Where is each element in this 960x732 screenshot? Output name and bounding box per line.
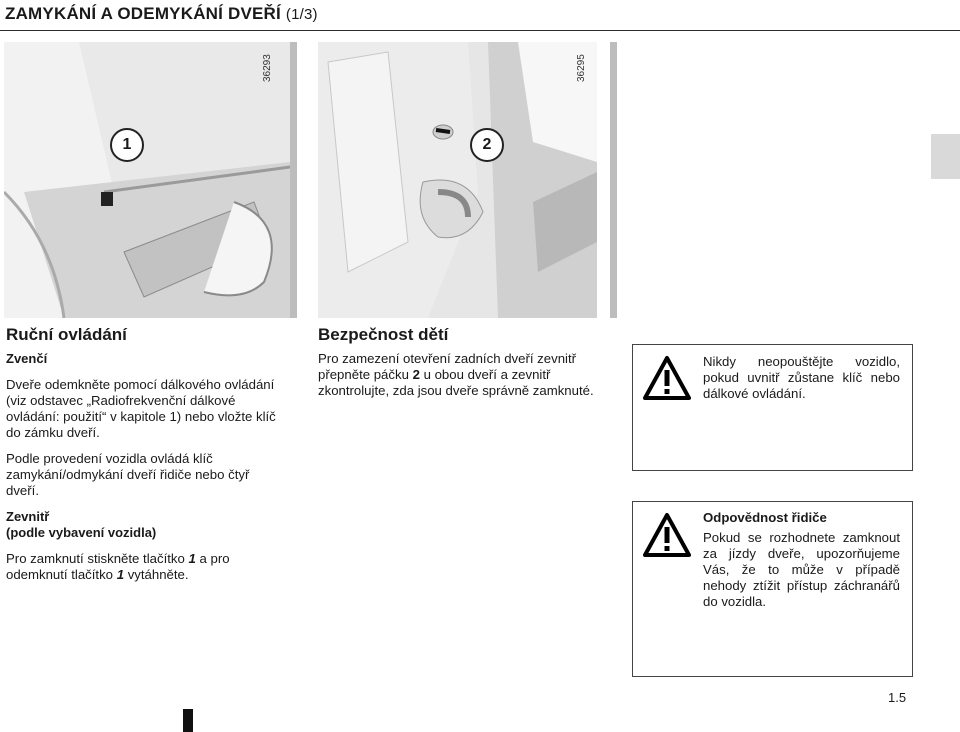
outside-heading: Zvenčí — [6, 351, 48, 366]
warning-content — [703, 510, 900, 610]
section-heading: Bezpečnost dětí — [318, 325, 449, 344]
warning-triangle-icon — [643, 355, 691, 401]
text: a pro odemknutí tlačítko — [6, 551, 230, 582]
page-number: 1.5 — [888, 690, 907, 705]
warning-text: Nikdy neopouštějte vozidlo, pokud uvnitř zůstane klíč nebo dálkové ovládání. — [703, 354, 900, 401]
text: vytáhněte. — [124, 567, 189, 582]
chapter-tab — [931, 134, 960, 179]
page-title — [5, 4, 318, 24]
figure-child-lock — [318, 42, 597, 318]
inside-heading: Zevnitř — [6, 509, 50, 524]
text: u obou dveří a zevnitř zkontrolujte, zda jsou dveře správně zamknuté. — [318, 367, 594, 398]
figure-divider — [610, 42, 617, 318]
child-safety-section — [318, 325, 596, 399]
warning-triangle-icon — [643, 512, 691, 558]
reference-number: 1 — [116, 567, 125, 582]
paragraph: Dveře odemkněte pomocí dálkového ovládání (viz odstavec „Radiofrekvenční dálkové ovládání: použití“ v kapitole 1) nebo vložte klíč do zámku dveří. — [6, 377, 276, 440]
section-heading: Ruční ovládání — [6, 325, 127, 344]
header-rule — [0, 30, 960, 31]
print-marker — [183, 709, 193, 732]
figure-divider — [290, 42, 297, 318]
page-title-text: ZAMYKÁNÍ A ODEMYKÁNÍ DVEŘÍ — [5, 4, 281, 23]
warning-text: Pokud se rozhodnete zamknout za jízdy dveře, upozorňujeme Vás, že to může v případě nehody ztížit přístup záchranářů do vozidla. — [703, 530, 900, 609]
warning-box — [632, 501, 913, 677]
paragraph — [318, 351, 596, 399]
page-title-index: (1/3) — [285, 6, 318, 23]
door-illustration-1 — [4, 42, 290, 318]
reference-number: 2 — [412, 367, 420, 382]
figure-code: 36293 — [262, 54, 273, 82]
paragraph — [6, 551, 282, 583]
callout-1: 1 — [110, 128, 144, 162]
reference-number: 1 — [188, 551, 196, 566]
text: Pro zamknutí stiskněte tlačítko — [6, 551, 189, 566]
warning-box — [632, 344, 913, 471]
inside-subheading: (podle vybavení vozidla) — [6, 525, 157, 540]
callout-2: 2 — [470, 128, 504, 162]
text: Pro zamezení otevření zadních dveří zevnitř přepněte páčku — [318, 351, 577, 382]
manual-operation-section — [6, 325, 282, 583]
figure-door-lock-button — [4, 42, 290, 318]
door-illustration-2 — [318, 42, 597, 318]
paragraph: Podle provedení vozidla ovládá klíč zamykání/odmykání dveří řidiče nebo čtyř dveří. — [6, 451, 250, 498]
warning-title: Odpovědnost řidiče — [703, 510, 827, 525]
figure-code: 36295 — [576, 54, 587, 82]
